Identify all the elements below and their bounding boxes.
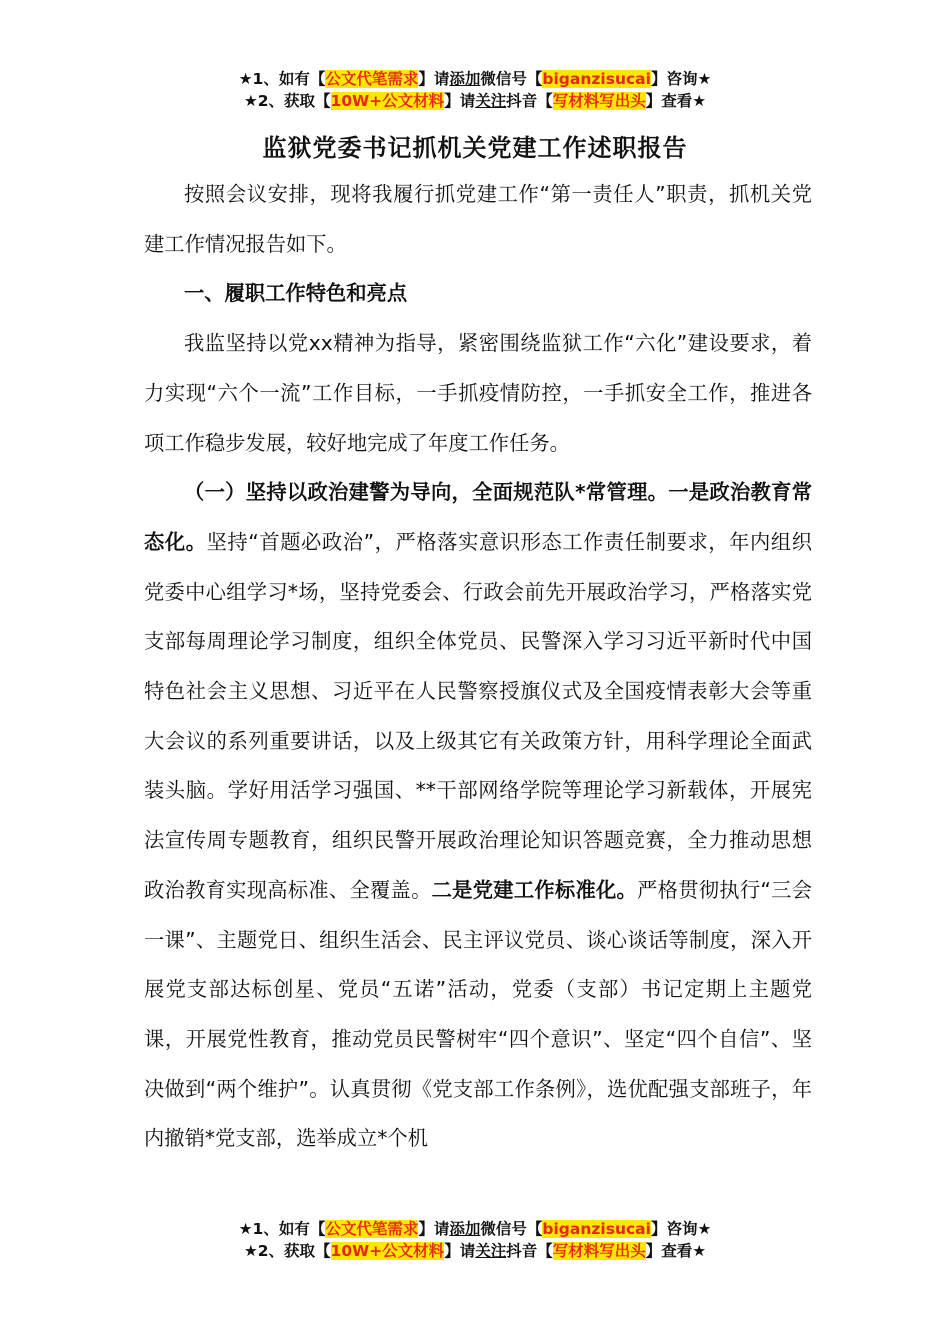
point-text: 严格贯彻执行“三会一课”、主题党日、组织生活会、民主评议党员、谈心谈话等制度，深入开展党支部达标创星、党员“五诺”活动，党委（支部）书记定期上主题党课，开展党性教育，推动党员民警树牢“四个意识”、坚定“四个自信”、坚决做到“两个维护”。认真贯彻《党支部工作条例》，选优配强支部班子，年内撤销*党支部，选举成立*个机 [144,877,812,1151]
point-title: 二是党建工作标准化。 [431,877,638,902]
banner-highlight: 10W+公文材料 [330,1242,445,1260]
document-body [144,170,812,1164]
banner-text: ★2、获取【 [243,92,331,110]
intro-paragraph: 按照会议安排，现将我履行抓党建工作“第一责任人”职责，抓机关党建工作情况报告如下。 [144,182,812,256]
document-title: 监狱党委书记抓机关党建工作述职报告 [262,134,688,162]
subsection-heading: （一）坚持以政治建警为导向，全面规范队*常管理。 [184,480,669,505]
section-paragraph: 我监坚持以党xx精神为指导，紧密围绕监狱工作“六化”建设要求，着力实现“六个一流”工作目标，一手抓疫情防控，一手抓安全工作，推进各项工作稳步发展，较好地完成了年度工作任务。 [144,331,812,455]
banner-text: 】咨询★ [650,70,712,88]
banner-highlight: 10W+公文材料 [330,92,445,110]
banner-text: 】请 [444,1242,476,1260]
banner-text: 微信号【 [480,70,543,88]
banner-highlight: 写材料写出头 [552,1242,646,1260]
banner-text: 】查看★ [645,92,707,110]
banner-underlined-text: 添加 [449,1220,481,1238]
bottom-banner [0,1218,950,1262]
banner-line-2 [0,90,950,112]
subsection-paragraph [144,468,812,1164]
banner-underlined-text: 关注 [475,92,507,110]
banner-text: ★1、如有【 [238,1220,326,1238]
banner-text: 】请 [418,70,450,88]
point-text: 坚持“首题必政治”，严格落实意识形态工作责任制要求，年内组织党委中心组学习*场，坚持党委会、行政会前先开展政治学习，严格落实党支部每周理论学习制度，组织全体党员、民警深入学习习近平新时代中国特色社会主义思想、习近平在人民警察授旗仪式及全国疫情表彰大会等重大会议的系列重要讲话，以及上级其它有关政策方针，用科学理论全面武装头脑。学好用活学习强国、**干部网络学院等理论学习新载体，开展宪法宣传周专题教育，组织民警开展政治理论知识答题竞赛，全力推动思想政治教育实现高标准、全覆盖。 [144,529,812,902]
banner-text: ★2、获取【 [243,1242,331,1260]
banner-text: 】请 [444,92,476,110]
banner-text: 抖音【 [506,92,553,110]
banner-text: 微信号【 [480,1220,543,1238]
banner-line-2 [0,1240,950,1262]
banner-highlight: biganzisucai [542,70,651,88]
banner-text: 】查看★ [645,1242,707,1260]
banner-highlight: 公文代笔需求 [325,70,419,88]
top-banner [0,68,950,112]
banner-underlined-text: 关注 [475,1242,507,1260]
section-heading: 一、履职工作特色和亮点 [184,281,408,306]
banner-highlight: 写材料写出头 [552,92,646,110]
banner-text: 】咨询★ [650,1220,712,1238]
point-title: 一是政治教育常态化。 [144,480,812,554]
banner-underlined-text: 添加 [449,70,481,88]
banner-line-1 [0,1218,950,1240]
banner-text: 】请 [418,1220,450,1238]
banner-highlight: 公文代笔需求 [325,1220,419,1238]
banner-highlight: biganzisucai [542,1220,651,1238]
banner-text: ★1、如有【 [238,70,326,88]
banner-line-1 [0,68,950,90]
banner-text: 抖音【 [506,1242,553,1260]
